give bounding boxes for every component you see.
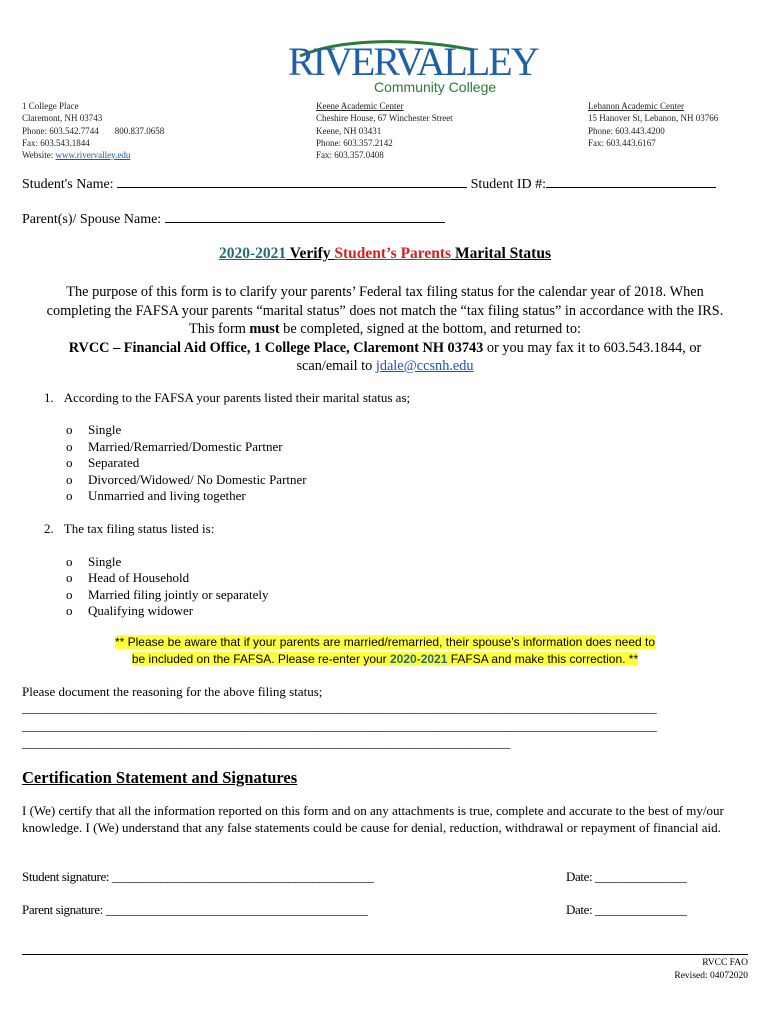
- parent-name-row: [22, 210, 445, 228]
- main-campus-address: [22, 100, 164, 161]
- student-signature-line[interactable]: Student signature: ___________________________________________: [22, 869, 375, 884]
- phone-line: Phone: 603.357.2142: [316, 137, 393, 148]
- lebanon-center-address: [588, 100, 718, 149]
- logo-wordmark: RIVERVALLEY: [288, 39, 538, 84]
- fax-line: Fax: 603.357.0408: [316, 150, 384, 161]
- address-line: Keene, NH 03431: [316, 125, 382, 136]
- parent-date-line[interactable]: Date: _______________: [566, 902, 687, 917]
- reasoning-line[interactable]: ________________________________________________________________________________________________________: [22, 700, 657, 715]
- student-id-field[interactable]: [546, 175, 716, 188]
- reasoning-line[interactable]: ________________________________________________________________________________________________________: [22, 718, 657, 733]
- reasoning-label: Please document the reasoning for the above filing status;: [22, 684, 323, 699]
- address-line: 15 Hanover St, Lebanon, NH 03766: [588, 113, 719, 124]
- keene-center-address: [316, 100, 453, 161]
- parent-name-field[interactable]: [165, 210, 445, 223]
- center-title: Keene Academic Center: [316, 101, 404, 111]
- phone-line: Phone: 603.443.4200: [588, 125, 665, 136]
- question-1: 1. According to the FAFSA your parents listed their marital status as;: [44, 390, 411, 405]
- address-line: 1 College Place: [22, 101, 79, 111]
- parent-name-label: Parent(s)/ Spouse Name:: [22, 212, 162, 227]
- footer-divider: [22, 954, 748, 955]
- footer-revision: RVCC FAO Revised: 04072020: [674, 958, 748, 981]
- college-logo: [288, 39, 538, 98]
- phone-line: Phone: 603.542.7744 800.837.0658: [22, 125, 165, 136]
- purpose-paragraph: The purpose of this form is to clarify your parents’ Federal tax filing status for the calendar year of 2018. When completing the FAFSA your parents “marital status” does not match the “tax filing status” in accordance with the IRS. This form must be completed, signed at the bottom, and returned to: RVCC – Financial Aid Office, 1 College Place, Claremont NH 03743 or you may fax it to 603.543.1844, or scan/email to jdale@ccsnh.edu: [46, 284, 724, 374]
- website-link[interactable]: www.rivervalley.edu: [55, 150, 131, 161]
- email-link[interactable]: jdale@ccsnh.edu: [375, 358, 474, 374]
- student-date-line[interactable]: Date: _______________: [566, 869, 687, 884]
- center-title: Lebanon Academic Center: [588, 101, 684, 111]
- fax-line: Fax: 603.443.6167: [588, 137, 656, 148]
- website-line: Website: www.rivervalley.edu: [22, 150, 131, 161]
- certification-heading: Certification Statement and Signatures: [22, 768, 298, 787]
- student-name-row: [22, 175, 716, 193]
- student-name-field[interactable]: [117, 175, 467, 188]
- student-id-label: Student ID #:: [470, 177, 547, 192]
- fax-line: Fax: 603.543.1844: [22, 137, 90, 148]
- certification-text: I (We) certify that all the information reported on this form and on any attachments is true, complete and accurate to the best of my/our knowledge. I (We) understand that any false statements could be cause for denial, reduction, withdrawal or repayment of financial aid.: [22, 803, 724, 835]
- question-2: 2. The tax filing status listed is:: [44, 521, 215, 536]
- fafsa-note: ** Please be aware that if your parents are married/remarried, their spouse’s information does need to be included on the FAFSA. Please re-enter your 2020-2021 FAFSA and make this correction. **: [114, 635, 656, 666]
- parent-signature-line[interactable]: Parent signature: ___________________________________________: [22, 902, 369, 917]
- form-title: 2020-2021 Verify Student’s Parents Marital Status: [219, 245, 551, 262]
- address-line: Cheshire House, 67 Winchester Street: [316, 113, 453, 124]
- reasoning-line[interactable]: ________________________________________________________________________________: [22, 735, 511, 750]
- address-line: Claremont, NH 03743: [22, 113, 103, 124]
- student-name-label: Student's Name:: [22, 177, 114, 192]
- logo-subtitle: Community College: [374, 79, 497, 95]
